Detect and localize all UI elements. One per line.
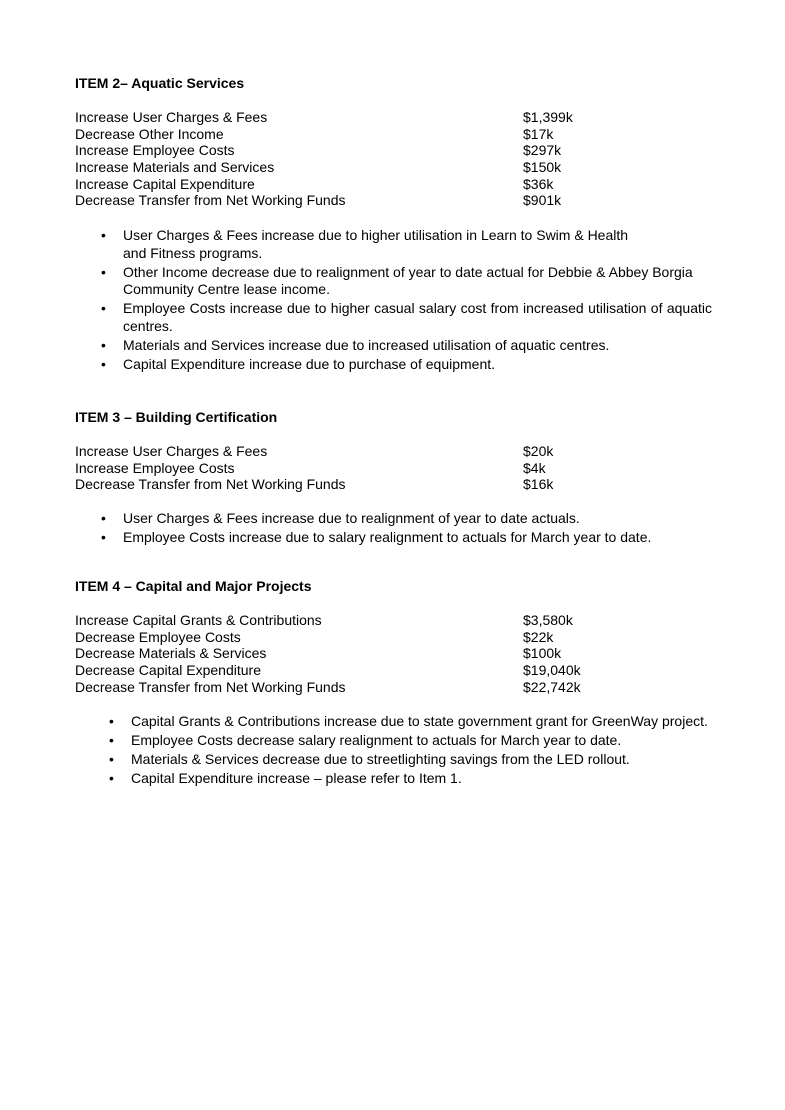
row-amount: $4k [523, 459, 546, 476]
item2-table [75, 109, 715, 209]
bullet-icon: • [101, 300, 106, 316]
row-amount: $1,399k [523, 109, 573, 125]
table-row [75, 612, 715, 629]
item2-heading: ITEM 2– Aquatic Services [75, 75, 245, 91]
bullet-text: Materials & Services decrease due to streetlighting savings from the LED rollout. [131, 751, 630, 767]
list-item [101, 355, 712, 374]
item2-bullet-list [101, 227, 712, 375]
row-label: Increase User Charges & Fees [75, 443, 268, 459]
list-item [101, 263, 712, 299]
row-label: Decrease Capital Expenditure [75, 662, 261, 679]
item2-section [75, 75, 715, 209]
bullet-text: Employee Costs decrease salary realignment to actuals for March year to date. [131, 732, 622, 748]
bullet-text: Other Income decrease due to realignment of year to date actual for Debbie & Abbey Borgia Community Centre lease income. [123, 263, 693, 297]
table-row [75, 126, 715, 143]
row-label: Increase Employee Costs [75, 142, 235, 159]
row-amount: $19,040k [523, 662, 581, 679]
table-row [75, 109, 715, 126]
bullet-text: Materials and Services increase due to increased utilisation of aquatic centres. [123, 336, 610, 353]
bullet-icon: • [101, 355, 106, 372]
bullet-text: Employee Costs increase due to salary realignment to actuals for March year to date. [123, 529, 652, 545]
row-label: Increase Capital Expenditure [75, 175, 255, 192]
row-amount: $22,742k [523, 678, 581, 695]
bullet-text: Capital Grants & Contributions increase due to state government grant for GreenWay project. [131, 713, 708, 729]
bullet-icon: • [109, 732, 114, 748]
table-row [75, 476, 715, 493]
list-item [109, 732, 712, 750]
bullet-icon: • [109, 751, 114, 767]
row-label: Decrease Transfer from Net Working Funds [75, 192, 346, 209]
row-label: Increase Employee Costs [75, 459, 235, 476]
table-row [75, 192, 715, 209]
table-row [75, 159, 715, 176]
list-item [109, 751, 712, 769]
bullet-icon: • [109, 770, 114, 786]
item3-bullet-list [101, 510, 712, 548]
list-item [101, 300, 712, 335]
row-label: Increase Materials and Services [75, 159, 275, 176]
row-label: Decrease Other Income [75, 125, 224, 142]
bullet-text: Employee Costs increase due to higher casual salary cost from increased utilisation of aquatic centres. [123, 300, 712, 334]
bullet-text: Capital Expenditure increase due to purchase of equipment. [123, 355, 496, 372]
bullet-icon: • [109, 713, 114, 729]
item4-table [75, 612, 715, 695]
row-label: Decrease Materials & Services [75, 645, 267, 662]
row-label: Increase Capital Grants & Contributions [75, 612, 322, 628]
row-amount: $36k [523, 175, 554, 192]
list-item [109, 713, 712, 731]
row-amount: $3,580k [523, 612, 573, 628]
table-row [75, 662, 715, 679]
item3-heading: ITEM 3 – Building Certification [75, 409, 278, 425]
item4-section [75, 578, 715, 695]
bullet-icon: • [101, 510, 106, 526]
table-row [75, 629, 715, 646]
bullet-icon: • [101, 336, 106, 353]
list-item [101, 227, 712, 262]
row-amount: $100k [523, 645, 562, 662]
bullet-icon: • [101, 227, 106, 243]
list-item [101, 529, 712, 547]
list-item [109, 770, 712, 788]
table-row [75, 645, 715, 662]
row-amount: $297k [523, 142, 562, 159]
bullet-text: Capital Expenditure increase – please refer to Item 1. [131, 770, 462, 786]
table-row [75, 176, 715, 193]
table-row [75, 443, 715, 460]
bullet-text: User Charges & Fees increase due to realignment of year to date actuals. [123, 510, 580, 526]
row-label: Decrease Transfer from Net Working Funds [75, 476, 346, 493]
table-row [75, 142, 715, 159]
table-row [75, 460, 715, 477]
bullet-icon: • [101, 529, 106, 545]
list-item [101, 336, 712, 355]
row-amount: $16k [523, 476, 554, 493]
list-item [101, 510, 712, 528]
row-label: Decrease Transfer from Net Working Funds [75, 678, 346, 695]
row-label: Decrease Employee Costs [75, 628, 241, 645]
bullet-text: User Charges & Fees increase due to higher utilisation in Learn to Swim & Health and Fitness programs. [123, 227, 629, 261]
item4-heading: ITEM 4 – Capital and Major Projects [75, 578, 312, 594]
row-label: Increase User Charges & Fees [75, 109, 268, 125]
row-amount: $17k [523, 125, 554, 142]
row-amount: $901k [523, 192, 562, 209]
item3-section [75, 409, 715, 493]
table-row [75, 679, 715, 696]
item4-bullet-list [109, 713, 712, 789]
row-amount: $150k [523, 159, 562, 176]
bullet-icon: • [101, 263, 106, 280]
row-amount: $22k [523, 628, 554, 645]
row-amount: $20k [523, 443, 554, 459]
item3-table [75, 443, 715, 493]
